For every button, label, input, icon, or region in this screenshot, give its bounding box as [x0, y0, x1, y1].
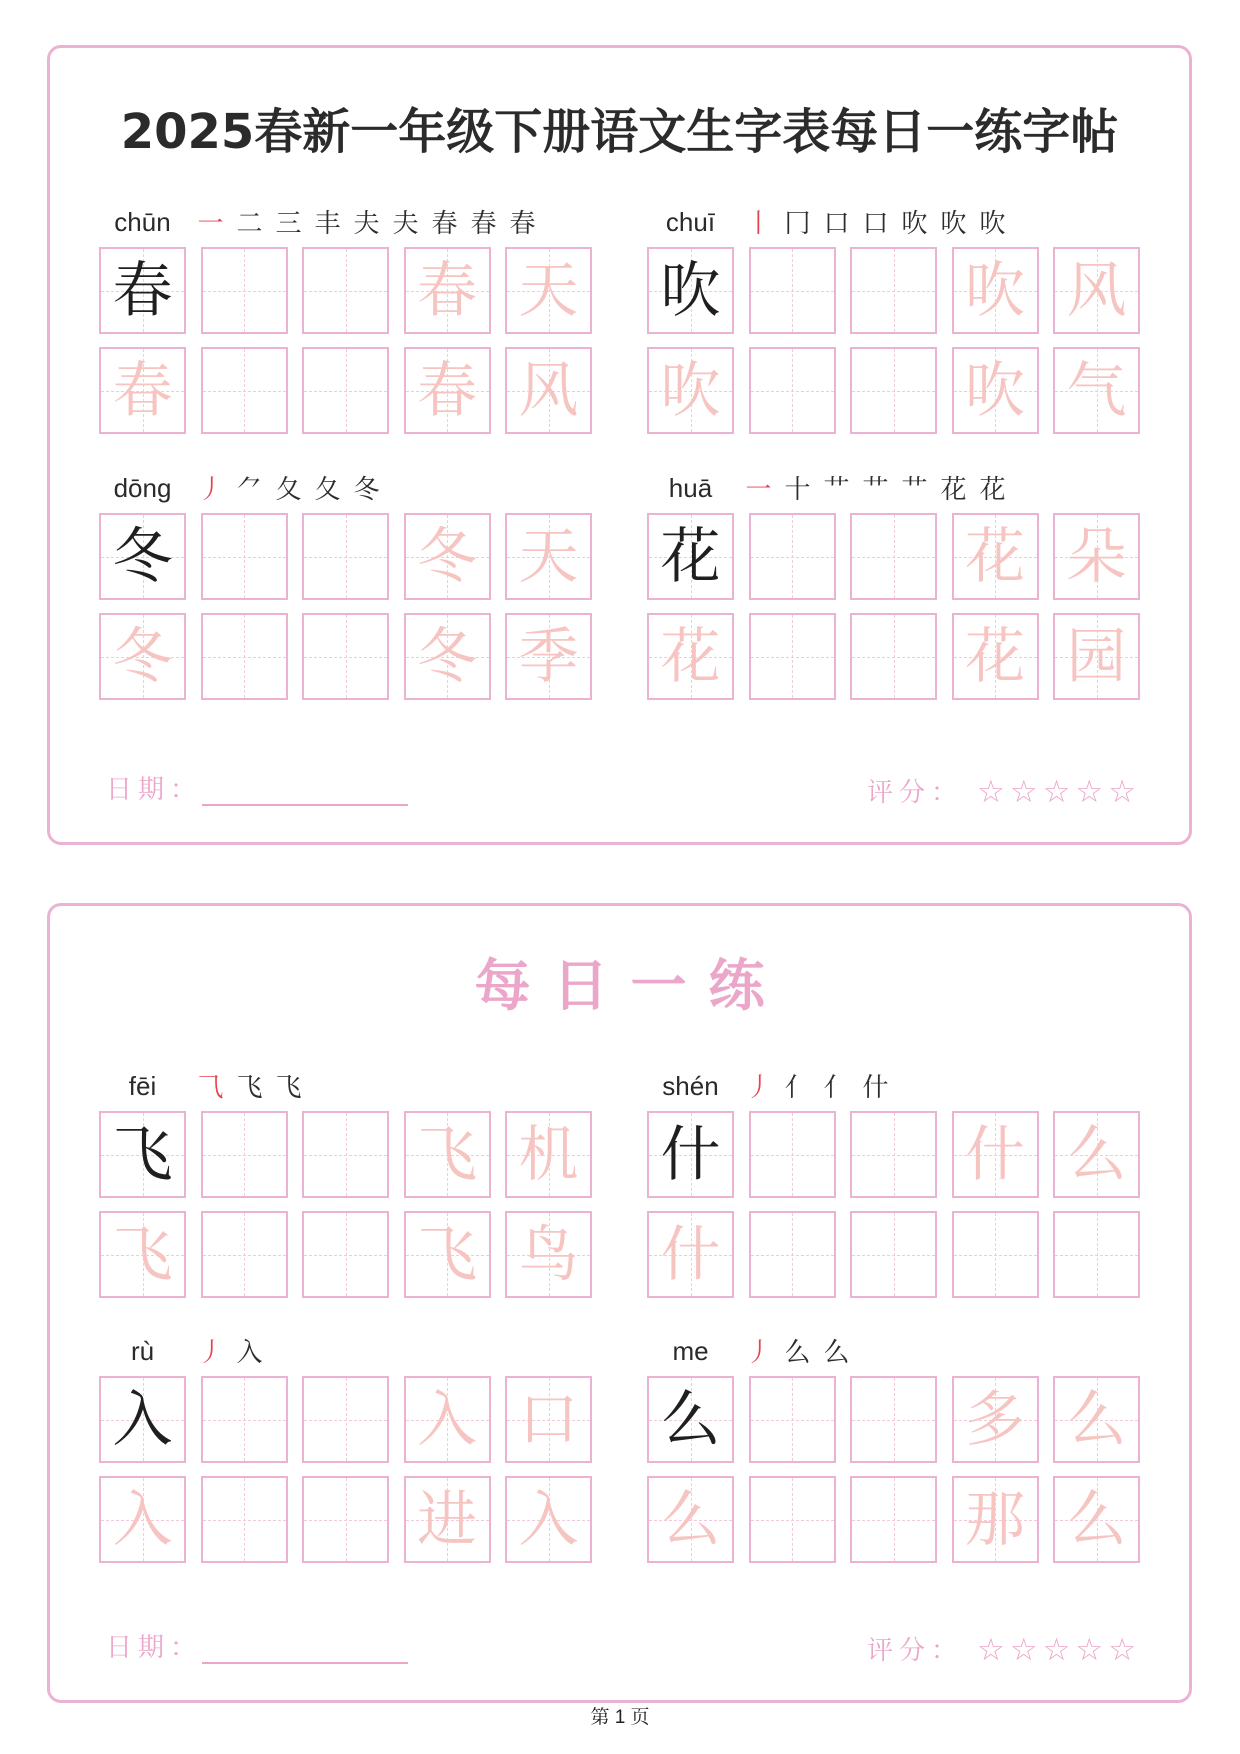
stroke-order-sequence: [191, 1063, 308, 1113]
block-header: [99, 463, 592, 513]
trace-character: 朵: [1066, 521, 1127, 592]
tianzige-grid: [99, 513, 592, 713]
trace-character: 么: [1066, 1119, 1127, 1190]
tianzige-cell: [647, 1376, 734, 1463]
stroke-step: ⺄: [197, 1073, 224, 1103]
stroke-step: 艹: [901, 475, 928, 505]
tianzige-grid: [99, 247, 592, 447]
tianzige-cell: [99, 1476, 186, 1563]
pinyin-label: rù: [130, 1336, 155, 1366]
tianzige-cell: [302, 347, 389, 434]
stroke-step: 吹: [940, 209, 967, 239]
pinyin-label: dōng: [113, 473, 172, 503]
model-character: 么: [660, 1384, 721, 1455]
practice-row: [647, 247, 1140, 334]
stroke-step: 艹: [862, 475, 889, 505]
trace-character: 天: [518, 255, 579, 326]
date-underline: [202, 1662, 408, 1664]
model-character: 冬: [112, 521, 173, 592]
tianzige-grid: [647, 247, 1140, 447]
tianzige-cell: [404, 1376, 491, 1463]
tianzige-cell: [99, 1211, 186, 1298]
practice-row: [99, 347, 592, 434]
tianzige-cell: [302, 1476, 389, 1563]
stroke-step: 夫: [353, 209, 380, 239]
score-area: [867, 1630, 1141, 1670]
stroke-step: 花: [979, 475, 1006, 505]
tianzige-cell: [201, 1476, 288, 1563]
tianzige-cell: [952, 1211, 1039, 1298]
trace-character: 冬: [417, 521, 477, 592]
tianzige-cell: [404, 613, 491, 700]
stroke-step: 丰: [314, 209, 341, 239]
tianzige-cell: [1053, 247, 1140, 334]
stroke-step: 么: [784, 1338, 811, 1368]
pinyin-label: chūn: [114, 207, 171, 237]
stroke-step: 丿: [745, 1073, 772, 1103]
trace-character: 飞: [417, 1119, 477, 1190]
tianzige-cell: [952, 347, 1039, 434]
model-character: 什: [660, 1119, 721, 1190]
practice-row: [647, 613, 1140, 700]
tianzige-cell: [749, 513, 836, 600]
tianzige-cell: [99, 347, 186, 434]
trace-character: 春: [417, 355, 477, 426]
practice-row: [99, 1476, 592, 1563]
tianzige-cell: [952, 247, 1039, 334]
trace-character: 机: [518, 1119, 579, 1190]
tianzige-cell: [952, 1476, 1039, 1563]
tianzige-grid: [647, 1376, 1140, 1576]
practice-row: [99, 613, 592, 700]
trace-character: 春: [417, 255, 477, 326]
stroke-order-sequence: [191, 199, 542, 249]
tianzige-cell: [505, 1111, 592, 1198]
stroke-step: 春: [509, 209, 536, 239]
tianzige-cell: [505, 1211, 592, 1298]
tianzige-cell: [1053, 1476, 1140, 1563]
tianzige-cell: [302, 1376, 389, 1463]
trace-character: 什: [660, 1219, 721, 1290]
trace-character: 那: [965, 1484, 1025, 1555]
practice-row: [647, 347, 1140, 434]
date-label: 日期：: [106, 774, 203, 804]
pinyin-label: shén: [662, 1071, 719, 1101]
block-header: [647, 1326, 1140, 1376]
trace-character: 飞: [112, 1219, 173, 1290]
trace-character: 风: [518, 355, 579, 426]
stroke-step: 飞: [275, 1073, 302, 1103]
tianzige-cell: [952, 1111, 1039, 1198]
stroke-step: 飞: [236, 1073, 263, 1103]
stroke-step: 吹: [901, 209, 928, 239]
tianzige-cell: [952, 613, 1039, 700]
score-label: 评分：: [867, 1635, 964, 1665]
practice-row: [647, 1376, 1140, 1463]
tianzige-cell: [749, 1476, 836, 1563]
stroke-step: 春: [470, 209, 497, 239]
trace-character: 园: [1066, 621, 1127, 692]
tianzige-cell: [850, 347, 937, 434]
stroke-step: 夫: [392, 209, 419, 239]
trace-character: 么: [1066, 1484, 1127, 1555]
tianzige-cell: [201, 1376, 288, 1463]
stroke-order-sequence: [739, 1063, 895, 1113]
tianzige-cell: [1053, 613, 1140, 700]
block-header: [647, 1061, 1140, 1111]
tianzige-grid: [99, 1111, 592, 1311]
character-block: [647, 463, 1140, 700]
tianzige-cell: [302, 247, 389, 334]
tianzige-cell: [850, 513, 937, 600]
stroke-step: ⺈: [236, 475, 263, 505]
tianzige-cell: [647, 347, 734, 434]
stroke-step: 口: [862, 209, 889, 239]
tianzige-cell: [850, 1476, 937, 1563]
tianzige-cell: [1053, 1376, 1140, 1463]
trace-character: 冬: [112, 621, 173, 692]
tianzige-cell: [749, 613, 836, 700]
trace-character: 鸟: [518, 1219, 579, 1290]
stroke-step: 艹: [823, 475, 850, 505]
tianzige-cell: [99, 613, 186, 700]
tianzige-cell: [99, 1376, 186, 1463]
block-header: [647, 197, 1140, 247]
trace-character: 春: [112, 355, 173, 426]
practice-title: 每日一练: [474, 953, 787, 1019]
character-block: [99, 1061, 592, 1298]
tianzige-cell: [201, 613, 288, 700]
model-character: 花: [660, 521, 721, 592]
stroke-step: 口: [823, 209, 850, 239]
stroke-order-sequence: [739, 199, 1012, 249]
trace-character: 口: [518, 1384, 579, 1455]
page-number: 第 1 页: [590, 1707, 650, 1728]
tianzige-cell: [647, 1211, 734, 1298]
character-block: [99, 463, 592, 700]
stroke-step: 一: [197, 209, 224, 239]
character-block: [647, 197, 1140, 434]
tianzige-cell: [749, 1376, 836, 1463]
tianzige-grid: [647, 1111, 1140, 1311]
trace-character: 季: [518, 621, 579, 692]
trace-character: 花: [660, 621, 721, 692]
stroke-step: 亻: [784, 1073, 811, 1103]
character-block: [99, 197, 592, 434]
practice-row: [647, 1111, 1140, 1198]
character-block: [647, 1061, 1140, 1298]
date-underline: [202, 804, 408, 806]
pinyin-label: huā: [668, 473, 713, 503]
practice-row: [99, 247, 592, 334]
tianzige-cell: [647, 1476, 734, 1563]
tianzige-cell: [850, 247, 937, 334]
tianzige-cell: [404, 513, 491, 600]
stroke-step: 丨: [745, 209, 772, 239]
practice-row: [99, 1376, 592, 1463]
stroke-step: 亻: [823, 1073, 850, 1103]
tianzige-cell: [99, 513, 186, 600]
tianzige-cell: [505, 513, 592, 600]
tianzige-cell: [850, 1211, 937, 1298]
tianzige-cell: [404, 347, 491, 434]
tianzige-cell: [505, 613, 592, 700]
tianzige-cell: [201, 347, 288, 434]
stroke-step: 一: [745, 475, 772, 505]
tianzige-cell: [302, 1111, 389, 1198]
stroke-step: 么: [823, 1338, 850, 1368]
date-label: 日期：: [106, 1632, 203, 1662]
pinyin-label: fēi: [128, 1071, 157, 1101]
trace-character: 入: [417, 1384, 477, 1455]
trace-character: 吹: [965, 255, 1025, 326]
trace-character: 吹: [965, 355, 1025, 426]
tianzige-cell: [1053, 347, 1140, 434]
tianzige-grid: [647, 513, 1140, 713]
practice-row: [647, 513, 1140, 600]
stroke-step: 十: [784, 475, 811, 505]
trace-character: 花: [965, 621, 1025, 692]
trace-character: 天: [518, 521, 579, 592]
score-label: 评分：: [867, 777, 964, 807]
practice-row: [99, 1211, 592, 1298]
document-title: 2025春新一年级下册语文生字表每日一练字帖: [120, 104, 1119, 160]
tianzige-cell: [647, 513, 734, 600]
pinyin-label: chuī: [665, 207, 716, 237]
trace-character: 花: [965, 521, 1025, 592]
character-block: [99, 1326, 592, 1563]
tianzige-cell: [749, 247, 836, 334]
block-header: [99, 1326, 592, 1376]
stroke-step: 吹: [979, 209, 1006, 239]
trace-character: 么: [1066, 1384, 1127, 1455]
trace-character: 风: [1066, 255, 1127, 326]
worksheet-panel-2: [47, 903, 1192, 1703]
tianzige-cell: [201, 513, 288, 600]
stroke-step: 冂: [784, 209, 811, 239]
tianzige-cell: [505, 1376, 592, 1463]
model-character: 吹: [660, 255, 721, 326]
practice-row: [99, 513, 592, 600]
trace-character: 多: [965, 1384, 1025, 1455]
stroke-step: 三: [275, 209, 302, 239]
practice-row: [647, 1476, 1140, 1563]
tianzige-cell: [1053, 1111, 1140, 1198]
stroke-step: 什: [862, 1073, 889, 1103]
tianzige-cell: [952, 1376, 1039, 1463]
stroke-step: 夂: [314, 475, 341, 505]
trace-character: 飞: [417, 1219, 477, 1290]
tianzige-cell: [99, 1111, 186, 1198]
stroke-step: 丿: [745, 1338, 772, 1368]
tianzige-cell: [201, 247, 288, 334]
practice-row: [99, 1111, 592, 1198]
tianzige-cell: [505, 247, 592, 334]
tianzige-cell: [404, 247, 491, 334]
tianzige-cell: [201, 1111, 288, 1198]
tianzige-cell: [404, 1211, 491, 1298]
model-character: 春: [112, 255, 173, 326]
trace-character: 什: [965, 1119, 1025, 1190]
tianzige-cell: [647, 613, 734, 700]
stroke-step: 二: [236, 209, 263, 239]
trace-character: 进: [417, 1484, 477, 1555]
trace-character: 吹: [660, 355, 721, 426]
stroke-order-sequence: [191, 465, 386, 515]
stroke-order-sequence: [191, 1328, 269, 1378]
tianzige-cell: [404, 1111, 491, 1198]
stroke-step: 冬: [353, 475, 380, 505]
trace-character: 冬: [417, 621, 477, 692]
stroke-order-sequence: [739, 465, 1012, 515]
stroke-step: 春: [431, 209, 458, 239]
stroke-step: 丿: [197, 1338, 224, 1368]
stroke-step: 入: [236, 1338, 263, 1368]
stroke-step: 花: [940, 475, 967, 505]
tianzige-cell: [850, 1111, 937, 1198]
tianzige-cell: [201, 1211, 288, 1298]
tianzige-cell: [302, 513, 389, 600]
tianzige-cell: [404, 1476, 491, 1563]
tianzige-cell: [647, 1111, 734, 1198]
trace-character: 么: [660, 1484, 721, 1555]
block-header: [647, 463, 1140, 513]
model-character: 入: [112, 1384, 173, 1455]
tianzige-cell: [749, 347, 836, 434]
pinyin-label: me: [672, 1336, 709, 1366]
practice-row: [647, 1211, 1140, 1298]
character-block: [647, 1326, 1140, 1563]
stroke-step: 夂: [275, 475, 302, 505]
tianzige-cell: [647, 247, 734, 334]
worksheet-panel-1: [47, 45, 1192, 845]
tianzige-cell: [1053, 513, 1140, 600]
tianzige-cell: [850, 613, 937, 700]
tianzige-cell: [1053, 1211, 1140, 1298]
stroke-step: 丿: [197, 475, 224, 505]
tianzige-cell: [99, 247, 186, 334]
tianzige-cell: [505, 1476, 592, 1563]
trace-character: 气: [1066, 355, 1127, 426]
block-header: [99, 1061, 592, 1111]
model-character: 飞: [112, 1119, 173, 1190]
tianzige-cell: [505, 347, 592, 434]
tianzige-cell: [302, 613, 389, 700]
star-rating-icon: ☆☆☆☆☆: [977, 1632, 1141, 1668]
trace-character: 入: [112, 1484, 173, 1555]
trace-character: 入: [518, 1484, 579, 1555]
tianzige-cell: [302, 1211, 389, 1298]
star-rating-icon: ☆☆☆☆☆: [977, 774, 1141, 810]
tianzige-cell: [850, 1376, 937, 1463]
tianzige-cell: [952, 513, 1039, 600]
stroke-order-sequence: [739, 1328, 856, 1378]
tianzige-cell: [749, 1211, 836, 1298]
tianzige-cell: [749, 1111, 836, 1198]
score-area: [867, 772, 1141, 812]
block-header: [99, 197, 592, 247]
tianzige-grid: [99, 1376, 592, 1576]
